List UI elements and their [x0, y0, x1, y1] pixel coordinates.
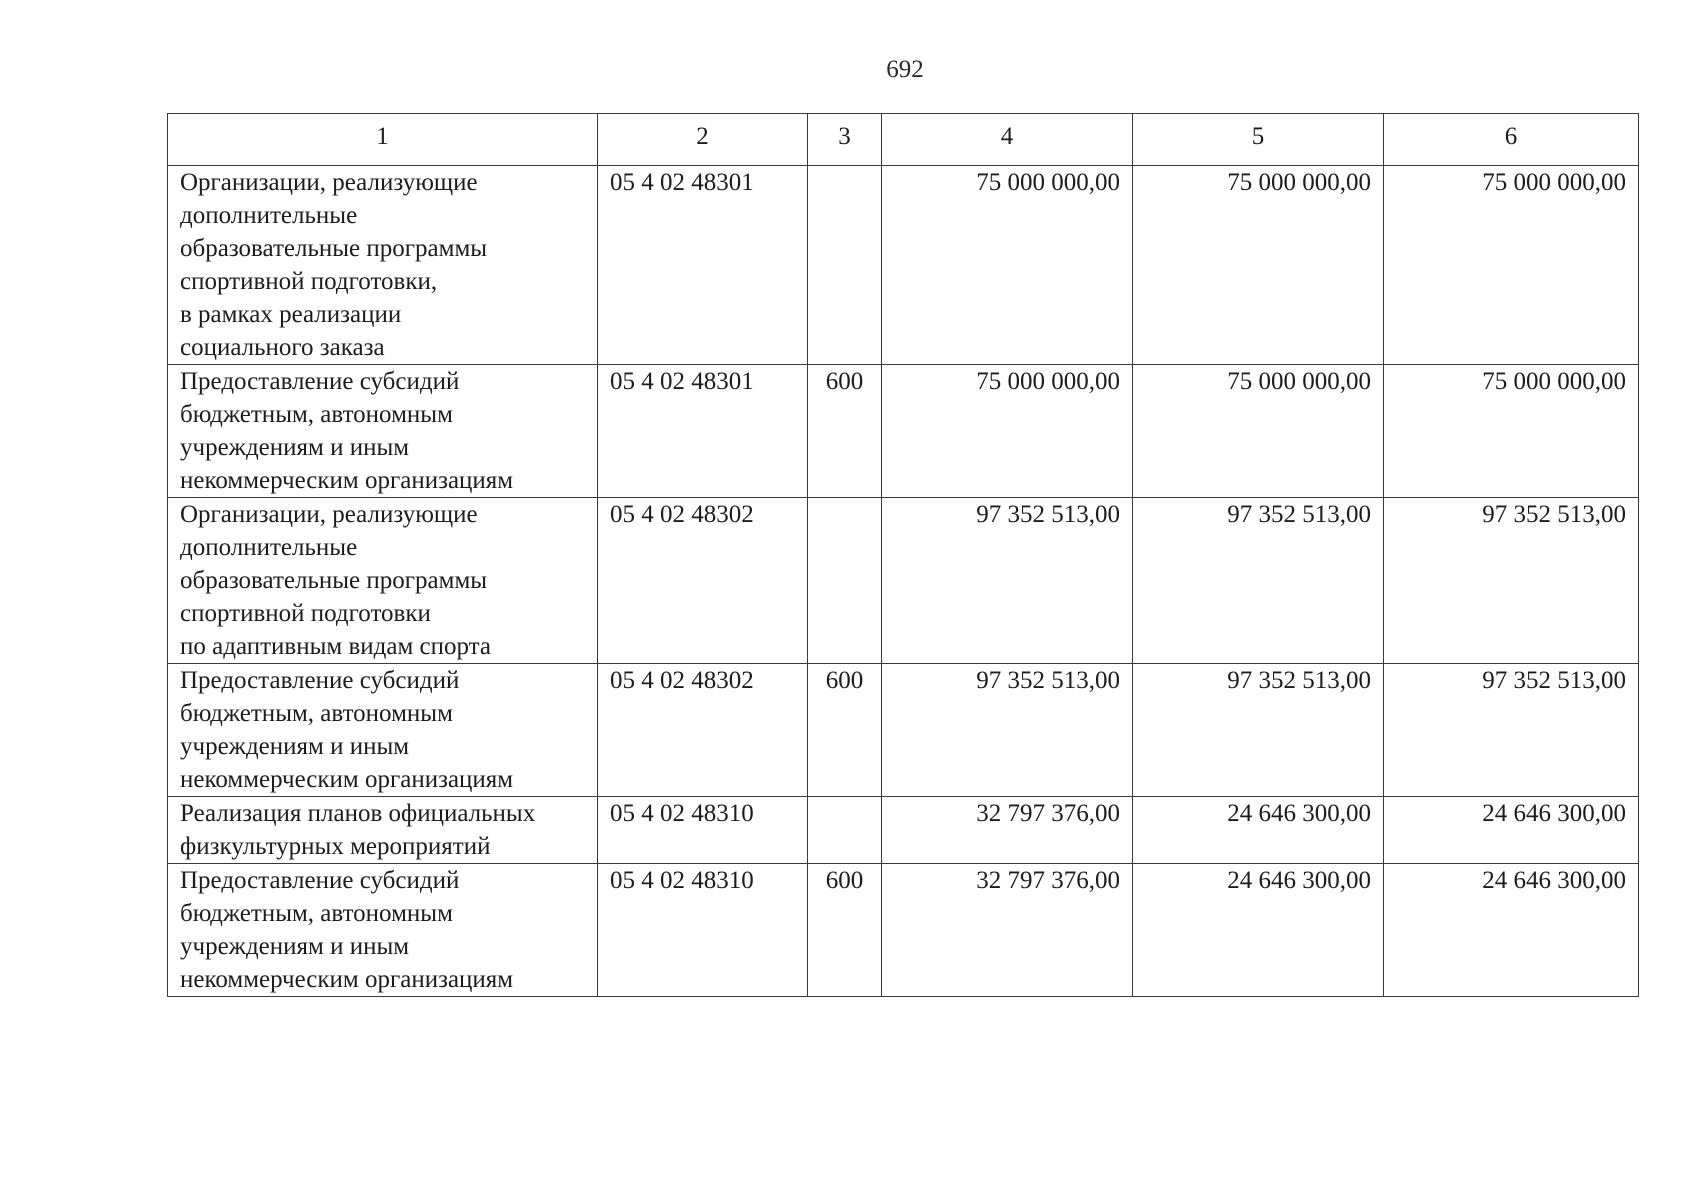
row-name-line: дополнительные [180, 534, 358, 561]
row-amount-col4: 97 352 513,00 [882, 664, 1133, 797]
table-row [168, 664, 1639, 797]
header-col-4: 4 [882, 114, 1133, 166]
row-amount-col4: 75 000 000,00 [882, 166, 1133, 365]
row-type-cell [808, 166, 882, 365]
row-amount-col4: 32 797 376,00 [882, 864, 1133, 997]
row-name-line: образовательные программы [180, 235, 488, 262]
row-name-line: некоммерческим организациям [180, 467, 514, 494]
row-name-line: бюджетным, автономным [180, 700, 453, 727]
row-name-line: бюджетным, автономным [180, 900, 453, 927]
row-name-line: дополнительные [180, 202, 358, 229]
row-name-line: Предоставление субсидий [180, 867, 460, 894]
header-col-1: 1 [168, 114, 598, 166]
row-amount-col6: 24 646 300,00 [1384, 797, 1639, 864]
row-amount-col6: 24 646 300,00 [1384, 864, 1639, 997]
row-amount-col6: 97 352 513,00 [1384, 664, 1639, 797]
row-name-line: в рамках реализации [180, 301, 402, 328]
row-type-cell [808, 797, 882, 864]
table-row [168, 797, 1639, 864]
row-code-cell: 05 4 02 48301 [598, 365, 808, 498]
row-name-cell [168, 166, 598, 365]
row-amount-col6: 75 000 000,00 [1384, 365, 1639, 498]
row-name-line: образовательные программы [180, 567, 488, 594]
row-code-cell: 05 4 02 48302 [598, 498, 808, 664]
row-amount-col5: 75 000 000,00 [1133, 166, 1384, 365]
row-name-line: некоммерческим организациям [180, 966, 514, 993]
row-amount-col5: 97 352 513,00 [1133, 498, 1384, 664]
table-row [168, 166, 1639, 365]
row-name-cell [168, 498, 598, 664]
budget-table [167, 113, 1639, 997]
table-row [168, 864, 1639, 997]
row-name-line: физкультурных мероприятий [180, 833, 491, 860]
row-amount-col6: 97 352 513,00 [1384, 498, 1639, 664]
header-col-6: 6 [1384, 114, 1639, 166]
row-amount-col6: 75 000 000,00 [1384, 166, 1639, 365]
row-code-cell: 05 4 02 48310 [598, 797, 808, 864]
row-name-line: учреждениям и иным [180, 933, 410, 960]
row-name-line: спортивной подготовки, [180, 268, 438, 295]
row-name-line: по адаптивным видам спорта [180, 633, 491, 660]
row-code-cell: 05 4 02 48301 [598, 166, 808, 365]
row-amount-col5: 24 646 300,00 [1133, 797, 1384, 864]
row-name-line: бюджетным, автономным [180, 401, 453, 428]
row-code-cell: 05 4 02 48310 [598, 864, 808, 997]
row-type-cell: 600 [808, 864, 882, 997]
row-name-line: Реализация планов официальных [180, 800, 536, 827]
table-row [168, 365, 1639, 498]
row-amount-col4: 32 797 376,00 [882, 797, 1133, 864]
row-name-line: Организации, реализующие [180, 501, 478, 528]
row-amount-col4: 97 352 513,00 [882, 498, 1133, 664]
row-type-cell: 600 [808, 664, 882, 797]
table-body [168, 166, 1639, 997]
page-number: 692 [886, 56, 924, 83]
row-name-line: учреждениям и иным [180, 733, 410, 760]
row-name-cell [168, 797, 598, 864]
row-name-cell [168, 864, 598, 997]
header-col-5: 5 [1133, 114, 1384, 166]
row-name-line: Предоставление субсидий [180, 368, 460, 395]
row-code-cell: 05 4 02 48302 [598, 664, 808, 797]
row-name-line: социального заказа [180, 334, 385, 361]
row-name-line: учреждениям и иным [180, 434, 410, 461]
header-col-2: 2 [598, 114, 808, 166]
row-name-line: Организации, реализующие [180, 169, 478, 196]
row-type-cell [808, 498, 882, 664]
row-name-cell [168, 664, 598, 797]
row-name-line: Предоставление субсидий [180, 667, 460, 694]
row-type-cell: 600 [808, 365, 882, 498]
table-row [168, 498, 1639, 664]
row-name-line: некоммерческим организациям [180, 766, 514, 793]
row-name-line: спортивной подготовки [180, 600, 431, 627]
row-amount-col5: 24 646 300,00 [1133, 864, 1384, 997]
row-amount-col4: 75 000 000,00 [882, 365, 1133, 498]
header-row [168, 114, 1639, 166]
row-amount-col5: 75 000 000,00 [1133, 365, 1384, 498]
table-header [168, 114, 1639, 166]
header-col-3: 3 [808, 114, 882, 166]
row-name-cell [168, 365, 598, 498]
row-amount-col5: 97 352 513,00 [1133, 664, 1384, 797]
